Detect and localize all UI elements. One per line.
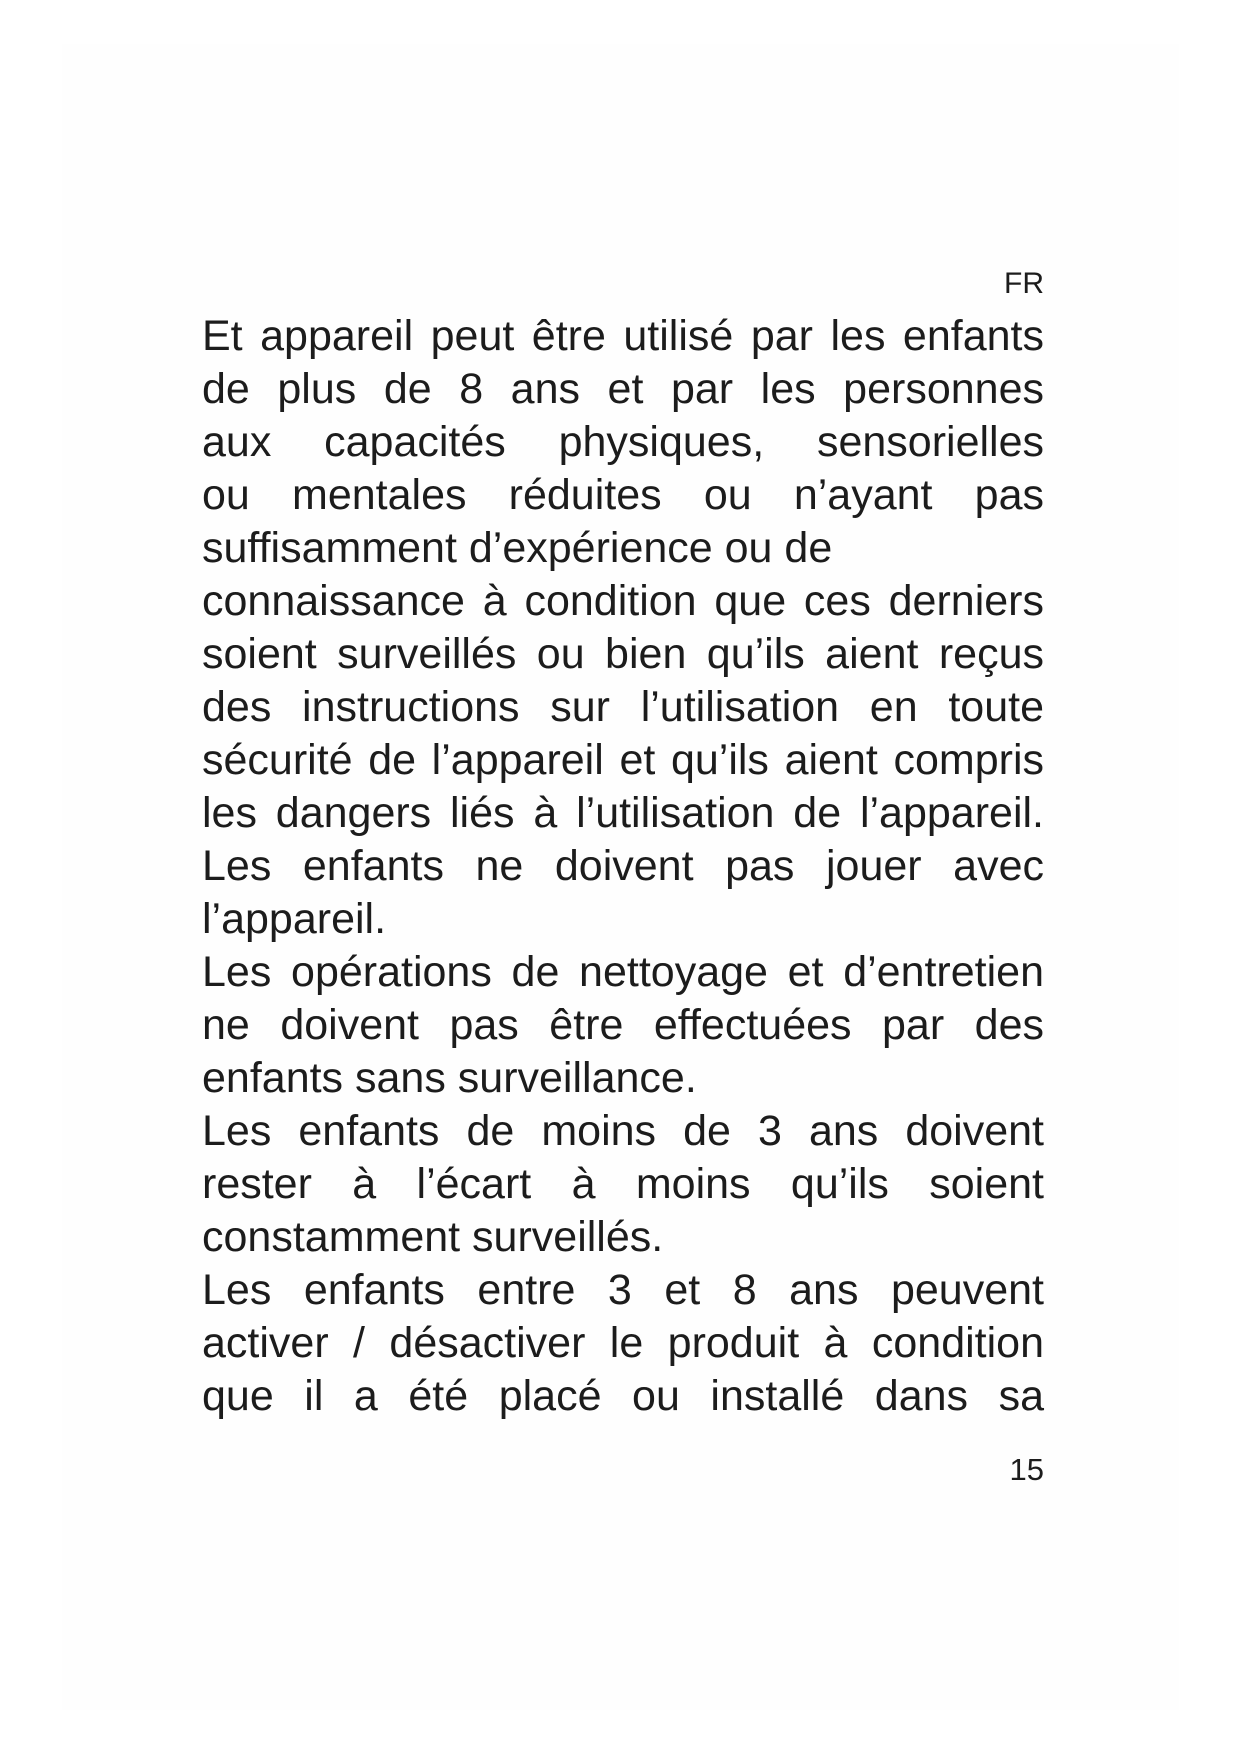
text-line: aux capacités physiques, sensorielles xyxy=(202,418,1044,466)
text-line: que il a été placé ou installé dans sa xyxy=(202,1372,1044,1420)
text-line: Les enfants ne doivent pas jouer avec xyxy=(202,842,1044,890)
text-line: enfants sans surveillance. xyxy=(202,1054,697,1102)
text-line: activer / désactiver le produit à condition xyxy=(202,1319,1044,1367)
safety-instructions-text xyxy=(202,310,1044,1423)
text-line: l’appareil. xyxy=(202,895,387,943)
text-line: de plus de 8 ans et par les personnes xyxy=(202,365,1044,413)
text-line: Les enfants entre 3 et 8 ans peuvent xyxy=(202,1266,1044,1314)
text-line: ou mentales réduites ou n’ayant pas xyxy=(202,471,1044,519)
text-line: constamment surveillés. xyxy=(202,1213,664,1261)
page-number: 15 xyxy=(1009,1452,1044,1487)
text-line: les dangers liés à l’utilisation de l’appareil. xyxy=(202,789,1044,837)
text-line: sécurité de l’appareil et qu’ils aient compris xyxy=(202,736,1044,784)
text-line: des instructions sur l’utilisation en toute xyxy=(202,683,1044,731)
text-line: connaissance à condition que ces derniers xyxy=(202,577,1044,625)
text-line: ne doivent pas être effectuées par des xyxy=(202,1001,1044,1049)
text-line: rester à l’écart à moins qu’ils soient xyxy=(202,1160,1044,1208)
text-line: Les opérations de nettoyage et d’entretien xyxy=(202,948,1044,996)
text-line: Et appareil peut être utilisé par les enfants xyxy=(202,312,1044,360)
text-line: Les enfants de moins de 3 ans doivent xyxy=(202,1107,1044,1155)
language-code: FR xyxy=(1004,267,1044,300)
text-line: suffisamment d’expérience ou de xyxy=(202,524,833,572)
text-line: soient surveillés ou bien qu’ils aient reçus xyxy=(202,630,1044,678)
